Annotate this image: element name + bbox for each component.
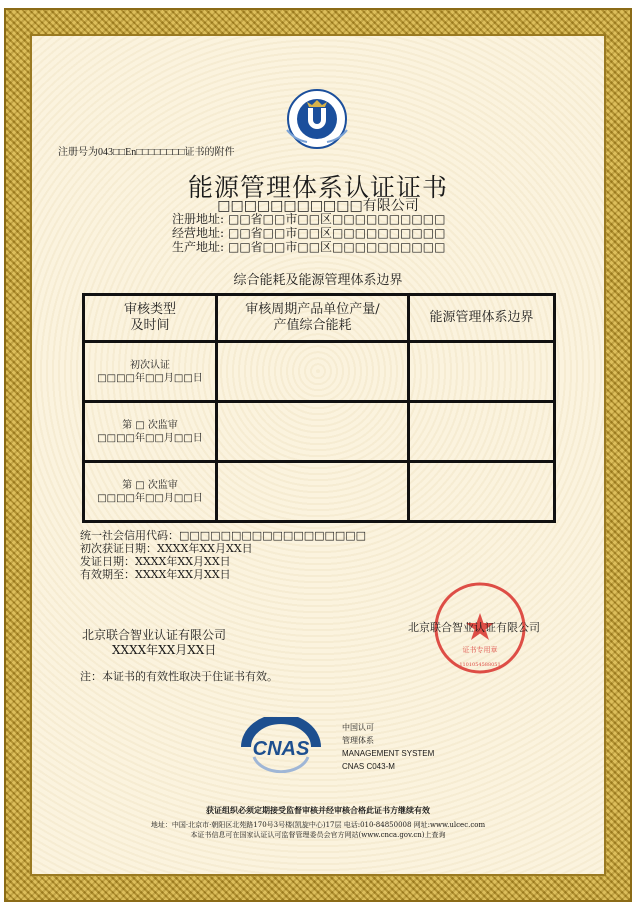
validity-note: 注：本证书的有效性取决于住证书有效。: [80, 670, 278, 683]
seal-number: 1101054588051: [459, 662, 501, 668]
seal-subtitle: 证书专用章: [462, 646, 498, 654]
issuer-date: XXXX年XX月XX日: [112, 643, 217, 657]
first-issue-date: 初次获证日期：XXXX年XX月XX日: [80, 542, 253, 555]
credit-code: 统一社会信用代码：□□□□□□□□□□□□□□□□□□: [80, 529, 367, 542]
footer-query-info: 本证书信息可在国家认证认可监督管理委员会官方网站(www.cnca.gov.cn)上查询: [190, 831, 446, 839]
table-header-row: [84, 295, 555, 342]
issue-date: 发证日期：XXXX年XX月XX日: [80, 555, 231, 568]
cnas-accreditation-text: 中国认可 管理体系 MANAGEMENT SYSTEM CNAS C043-M: [342, 723, 435, 771]
header-system-boundary: 能源管理体系边界: [409, 295, 555, 342]
registration-note: 注册号为043□□En□□□□□□□□证书的附件: [58, 147, 235, 158]
company-name: □□□□□□□□□□□有限公司: [217, 198, 419, 214]
production-address: 生产地址: □□省□□市□□区□□□□□□□□□□: [172, 240, 446, 254]
consumption-cell: [217, 342, 409, 402]
consumption-cell: [217, 462, 409, 522]
boundary-cell: [409, 462, 555, 522]
audit-type-cell: 第 □ 次监审 □□□□年□□月□□日: [84, 402, 217, 462]
cnas-logo: [236, 717, 326, 773]
section-title: 综合能耗及能源管理体系边界: [233, 273, 403, 288]
company-logo: [277, 88, 357, 150]
certificate-title: 能源管理体系认证证书: [187, 173, 448, 202]
boundary-cell: [409, 342, 555, 402]
header-energy-consumption: 审核周期产品单位产量/ 产值综合能耗: [217, 295, 409, 342]
business-address: 经营地址: □□省□□市□□区□□□□□□□□□□: [172, 226, 446, 240]
table-row: [84, 462, 555, 522]
registered-address: 注册地址: □□省□□市□□区□□□□□□□□□□: [172, 212, 446, 226]
issuer-block: [82, 628, 226, 658]
audit-type-cell: 初次认证 □□□□年□□月□□日: [84, 342, 217, 402]
audit-type-cell: 第 □ 次监审 □□□□年□□月□□日: [84, 462, 217, 522]
valid-until-date: 有效期至：XXXX年XX月XX日: [80, 568, 231, 581]
table-row: [84, 402, 555, 462]
footer-notice: 获证组织必须定期接受监督审核并经审核合格此证书方继续有效: [206, 805, 430, 815]
energy-scope-table: [82, 293, 556, 523]
issuer-right-name: 北京联合智业认证有限公司: [408, 621, 540, 634]
table-row: [84, 342, 555, 402]
svg-text:CNAS: CNAS: [252, 738, 310, 760]
issuer-name: 北京联合智业认证有限公司: [82, 628, 227, 642]
boundary-cell: [409, 402, 555, 462]
footer-address: 地址：中国·北京市·朝阳区北苑路170号3号楼(凯旋中心)17层 电话:010-84850008 网址:www.ulcec.com: [150, 821, 486, 829]
consumption-cell: [217, 402, 409, 462]
header-audit-type: 审核类型 及时间: [84, 295, 217, 342]
